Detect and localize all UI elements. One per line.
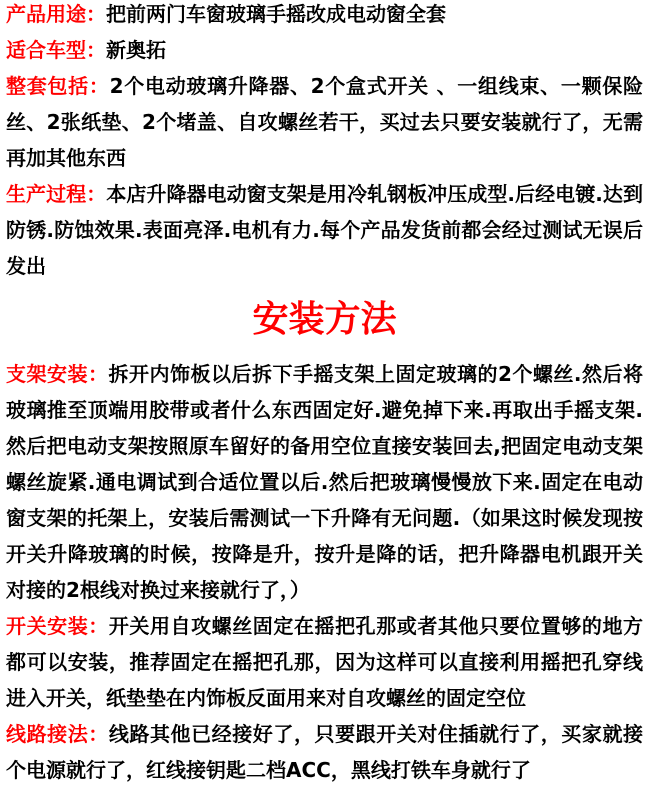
package-contents-text: 2个电动玻璃升降器、2个盒式开关 、一组线束、一颗保险丝、2张纸垫、2个堵盖、自攻螺丝若干，买过去只要安装就行了，无需再加其他东西 [6,74,644,170]
usage-paragraph [6,0,643,32]
bracket-install-text: 拆开内饰板以后拆下手摇支架上固定玻璃的2个螺丝.然后将玻璃推至顶端用胶带或者什么东西固定好.避免掉下来.再取出手摇支架.然后把电动支架按照原车留好的备用空位直接安装回去,把固定电动支架螺丝旋紧.通电调试到合适位置以后.然后把玻璃慢慢放下来.固定在电动窗支架的托架上，安装后需测试一下升降有无问题.（如果这时候发现按开关升降玻璃的时候，按降是升，按升是降的话，把升降器电机跟开关对接的2根线对换过来接就行了，） [6,362,644,602]
vehicle-model-paragraph [6,32,643,68]
package-contents-label: 整套包括： [6,74,110,98]
package-contents-paragraph [6,68,643,176]
switch-install-paragraph [6,608,643,716]
bracket-install-paragraph [6,356,643,608]
install-method-heading: 安装方法 [252,299,397,340]
usage-text: 把前两门车窗玻璃手摇改成电动窗全套 [106,2,446,26]
bracket-install-label: 支架安装： [6,362,109,386]
production-process-paragraph [6,176,643,284]
wiring-text: 线路其他已经接好了，只要跟开关对住插就行了，买家就接个电源就行了，红线接钥匙二档ACC，黑线打铁车身就行了 [6,722,644,782]
vehicle-model-text: 新奥拓 [106,38,166,62]
vehicle-model-label: 适合车型： [6,38,106,62]
wiring-label: 线路接法： [6,722,109,746]
switch-install-label: 开关安装： [6,614,109,638]
wiring-paragraph [6,716,643,788]
production-process-label: 生产过程： [6,182,107,206]
switch-install-text: 开关用自攻螺丝固定在摇把孔那或者其他只要位置够的地方都可以安装，推荐固定在摇把孔那，因为这样可以直接利用摇把孔穿线进入开关，纸垫垫在内饰板反面用来对自攻螺丝的固定空位 [6,614,644,710]
usage-label: 产品用途： [6,2,106,26]
production-process-text: 本店升降器电动窗支架是用冷轧钢板冲压成型.后经电镀.达到防锈.防蚀效果.表面亮泽.电机有力.每个产品发货前都会经过测试无误后发出 [6,182,643,278]
